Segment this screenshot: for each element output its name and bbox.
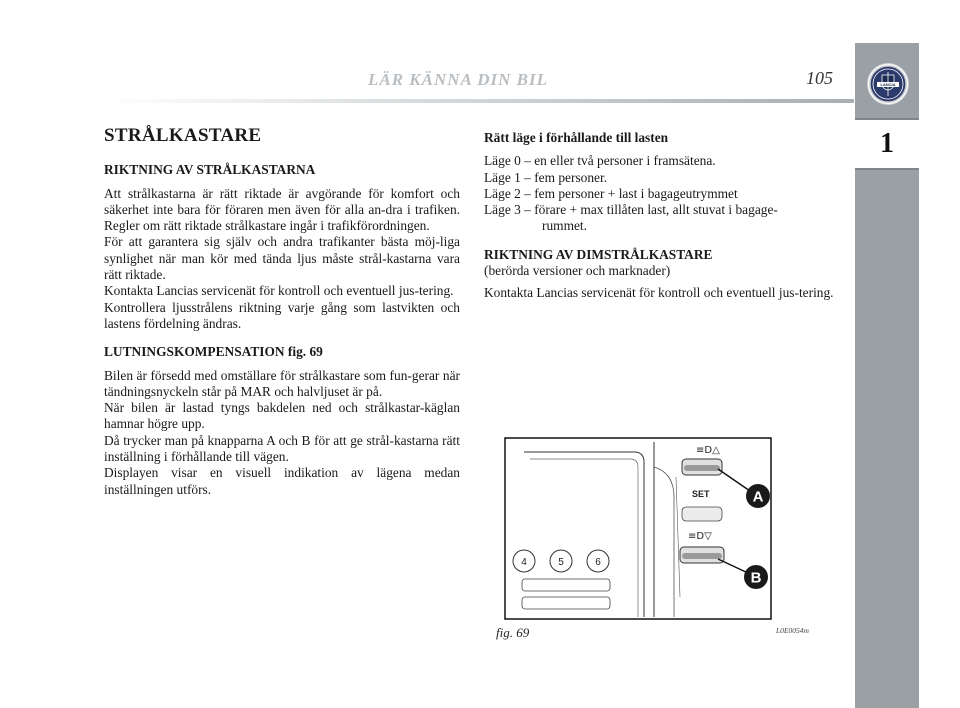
heading-fog-lights: RIKTNING AV DIMSTRÅLKASTARE [484, 246, 713, 262]
key-4-label: 4 [521, 557, 527, 568]
section-title: STRÅLKASTARE [104, 125, 262, 146]
list-item: Läge 2 – fem personer + last i bagageutrymmet [484, 185, 738, 201]
header-rule [104, 99, 854, 103]
label-a: A [752, 488, 764, 506]
paragraph: Kontakta Lancias servicenät för kontroll och eventuell jus-tering. [104, 283, 454, 299]
paragraph: Kontakta Lancias servicenät för kontroll och eventuell jus-tering. [484, 285, 834, 301]
heading-headlight-alignment: RIKTNING AV STRÅLKASTARNA [104, 162, 316, 178]
list-item-continuation: rummet. [542, 218, 587, 234]
lancia-shield-icon [868, 64, 908, 104]
left-column [104, 125, 460, 498]
list-item: Läge 3 – förare + max tillåten last, allt stuvat i bagage- [484, 202, 778, 218]
key-5-label: 5 [558, 557, 564, 568]
label-b: B [750, 569, 762, 587]
running-header: LÄR KÄNNA DIN BIL [368, 70, 548, 89]
paragraph: Då trycker man på knapparna A och B för att ge strål-kastarna rätt inställning i förhållande till vägen. [104, 432, 460, 465]
paragraph: För att garantera sig själv och andra trafikanter bästa möj-liga synlighet när man kör med tända ljus måste strål-kastarna vara rätt riktade. [104, 234, 460, 283]
chapter-number: 1 [880, 128, 894, 159]
lancia-logo [868, 64, 908, 104]
svg-text:≡D▽: ≡D▽ [688, 531, 712, 542]
list-item: Läge 1 – fem personer. [484, 169, 608, 185]
heading-tilt-compensation: LUTNINGSKOMPENSATION fig. 69 [104, 344, 323, 360]
heading-load-position: Rätt läge i förhållande till lasten [484, 130, 669, 145]
dashboard-controls-illustration [504, 437, 772, 620]
right-column [484, 130, 836, 302]
position-list [484, 153, 836, 234]
page-number: 105 [806, 68, 833, 88]
chapter-tab[interactable] [855, 118, 919, 170]
key-6-label: 6 [595, 557, 601, 568]
svg-text:≡D△: ≡D△ [696, 445, 720, 456]
svg-text:LANCIA: LANCIA [880, 82, 896, 88]
watermark: carmanualsonline.info [575, 677, 790, 699]
paragraph: Bilen är försedd med omställare för strålkastare som fun-gerar när tändningsnyckeln står på MAR och halvljuset är på. [104, 367, 460, 399]
paragraph: När bilen är lastad tyngs bakdelen ned och strålkastar-käglan hamnar högre upp. [104, 400, 460, 432]
paragraph: Att strålkastarna är rätt riktade är avgörande för komfort och säkerhet inte bara för föraren men även för alla an-dra i trafiken. Regler om rätt riktade strålkastare ingår i trafikförordningen. [104, 185, 460, 234]
paragraph: Displayen visar en visuell indikation av lägena medan inställningen utförs. [104, 465, 460, 497]
paragraph: Kontrollera ljusstrålens riktning varje gång som lastvikten och lastens fördelning ändras. [104, 299, 460, 331]
figure-caption: fig. 69 [496, 625, 530, 640]
set-label: SET [692, 489, 710, 499]
fog-subheading: (berörda versioner och marknader) [484, 263, 671, 279]
list-item: Läge 0 – en eller två personer i framsätena. [484, 153, 716, 169]
figure-code: L0E0054m [776, 626, 809, 635]
figure-69 [504, 437, 772, 620]
